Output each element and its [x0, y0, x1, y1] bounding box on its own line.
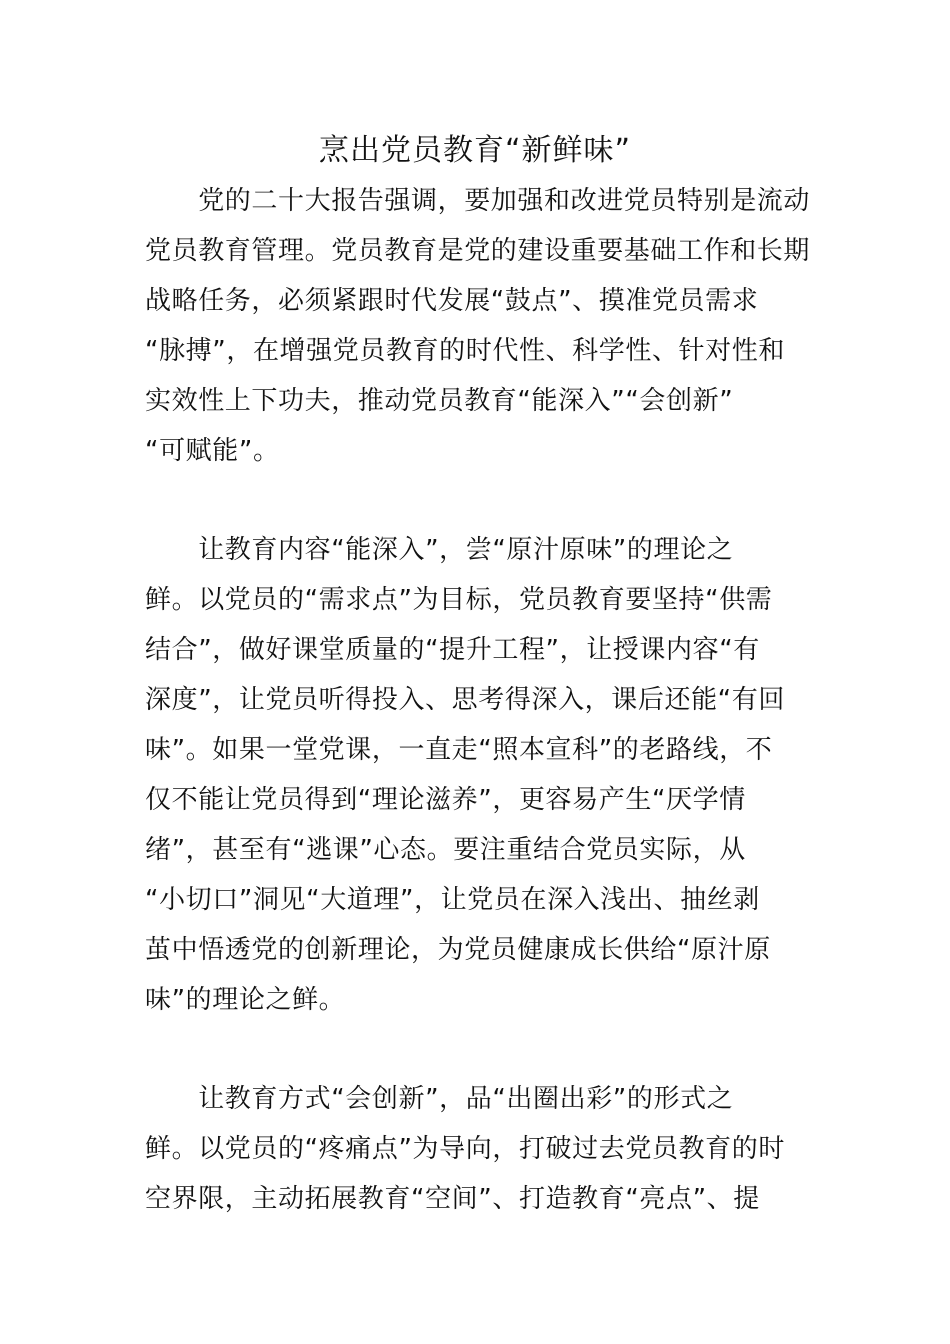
paragraph-1-line-1: 党的二十大报告强调，要加强和改进党员特别是流动 [145, 186, 811, 216]
paragraph-2-line-9: 茧中悟透党的创新理论，为党员健康成长供给“原汁原 [145, 935, 771, 965]
paragraph-3-line-3: 空界限，主动拓展教育“空间”、打造教育“亮点”、提 [145, 1184, 760, 1214]
paragraph-2-line-6: 仅不能让党员得到“理论滋养”，更容易产生“厌学情 [145, 785, 746, 815]
paragraph-2-line-2: 鲜。以党员的“需求点”为目标，党员教育要坚持“供需 [145, 585, 773, 615]
paragraph-1-line-4: “脉搏”，在增强党员教育的时代性、科学性、针对性和 [145, 336, 785, 366]
paragraph-2-line-7: 绪”，甚至有“逃课”心态。要注重结合党员实际，从 [145, 835, 746, 865]
paragraph-1-line-6: “可赋能”。 [145, 436, 280, 466]
paragraph-2-line-4: 深度”，让党员听得投入、思考得深入，课后还能“有回 [145, 685, 785, 715]
paragraph-2-line-10: 味”的理论之鲜。 [145, 985, 346, 1015]
paragraph-2-line-1: 让教育内容“能深入”，尝“原汁原味”的理论之 [145, 535, 734, 565]
paragraph-1-line-5: 实效性上下功夫，推动党员教育“能深入”“会创新” [145, 386, 734, 416]
paragraph-1-line-3: 战略任务，必须紧跟时代发展“鼓点”、摸准党员需求 [145, 286, 759, 316]
paragraph-2-line-8: “小切口”洞见“大道理”，让党员在深入浅出、抽丝剥 [145, 885, 760, 915]
document-title: 烹出党员教育“新鲜味” [318, 133, 632, 168]
paragraph-1-line-2: 党员教育管理。党员教育是党的建设重要基础工作和长期 [145, 236, 811, 266]
paragraph-2-line-3: 结合”，做好课堂质量的“提升工程”，让授课内容“有 [145, 635, 760, 665]
paragraph-3-line-2: 鲜。以党员的“疼痛点”为导向，打破过去党员教育的时 [145, 1134, 785, 1164]
paragraph-3-line-1: 让教育方式“会创新”，品“出圈出彩”的形式之 [145, 1084, 734, 1114]
paragraph-2-line-5: 味”。如果一堂党课，一直走“照本宣科”的老路线，不 [145, 735, 773, 765]
